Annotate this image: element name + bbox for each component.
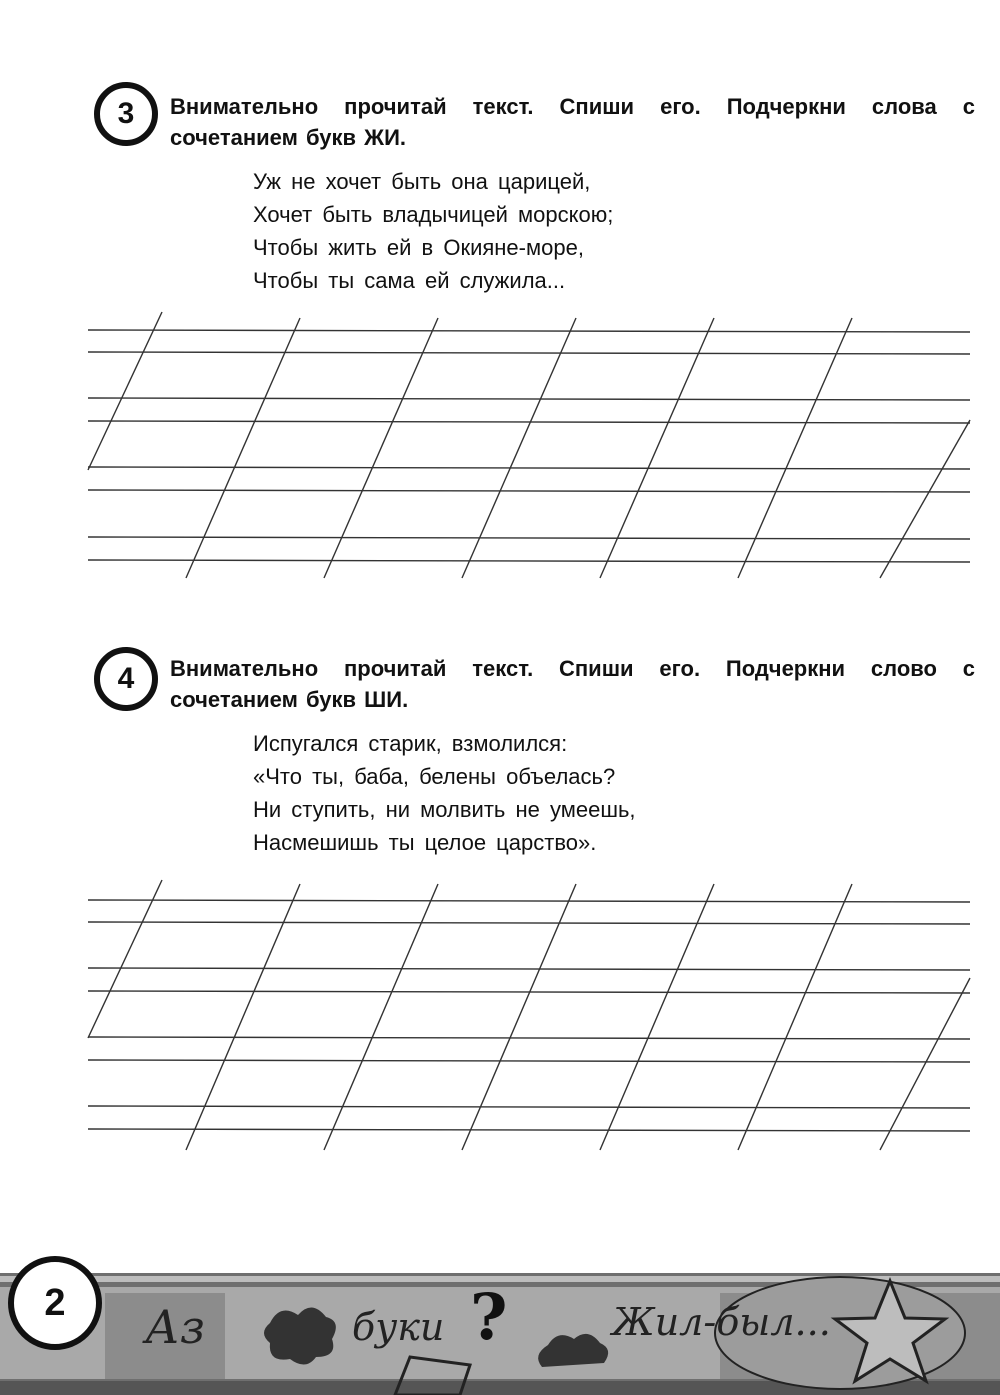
footer-script-zhil-byl: Жил-был... xyxy=(612,1300,831,1344)
question-mark-icon: ? xyxy=(470,1280,508,1355)
writing-grid[interactable] xyxy=(0,310,1000,590)
poem-line: Хочет быть владычицей морскою; xyxy=(253,202,614,227)
poem-line: Чтобы жить ей в Окияне-море, xyxy=(253,235,584,260)
footer-script-buki: буки xyxy=(352,1305,445,1349)
poem-line: Чтобы ты сама ей служила... xyxy=(253,268,566,293)
writing-grid[interactable] xyxy=(0,878,1000,1158)
poem-line: «Что ты, баба, белены объелась? xyxy=(253,764,616,789)
poem-line: Испугался старик, взмолился: xyxy=(253,731,568,756)
ruled-lines xyxy=(88,900,970,1131)
poem xyxy=(253,165,613,297)
task-instruction: Внимательно прочитай текст. Спиши его. Подчеркни слово с сочетанием букв ШИ. xyxy=(170,656,975,712)
task-number: 4 xyxy=(117,662,135,695)
task-number-badge xyxy=(94,82,158,146)
slant-lines xyxy=(88,880,970,1150)
ruled-lines xyxy=(88,330,970,562)
poem-line: Уж не хочет быть она царицей, xyxy=(253,169,591,194)
page-number: 2 xyxy=(44,1281,66,1324)
poem-line: Насмешишь ты целое царство». xyxy=(253,830,597,855)
poem-line: Ни ступить, ни молвить не умеешь, xyxy=(253,797,636,822)
task-instruction: Внимательно прочитай текст. Спиши его. Подчеркни слова с сочетанием букв ЖИ. xyxy=(170,94,975,150)
footer-script-az: Аз xyxy=(145,1300,205,1354)
poem xyxy=(253,727,636,859)
task-number: 3 xyxy=(117,97,135,130)
page-number-badge xyxy=(8,1256,102,1350)
task-number-badge xyxy=(94,647,158,711)
